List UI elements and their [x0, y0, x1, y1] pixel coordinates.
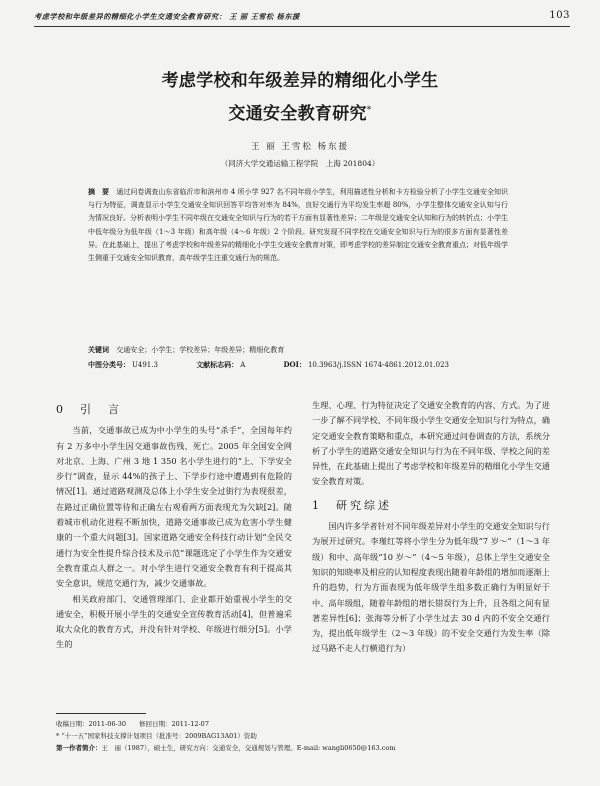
- title-line-1: 考虑学校和年级差异的精细化小学生: [161, 71, 439, 91]
- keywords-label: 关键词: [88, 345, 109, 354]
- footnote-author-text: 王 丽（1987），硕士生，研究方向：交通安全，交通规划与管理。E-mail: wangli0650@163.com: [101, 744, 396, 752]
- title-footnote-marker: *: [366, 105, 372, 116]
- keywords: [88, 345, 508, 355]
- footnote-author-label: 第一作者简介：: [56, 744, 102, 752]
- title-line-2: 交通安全教育研究: [228, 104, 367, 124]
- footnote-divider: [56, 713, 146, 714]
- clc-label: 中图分类号：: [88, 360, 130, 369]
- section-0-heading: 0 引 言: [56, 403, 122, 416]
- abstract: [88, 185, 508, 265]
- footnote-author: [56, 742, 560, 754]
- keywords-text: 交通安全；小学生；学校差异；年级差异；精细化教育: [116, 346, 285, 354]
- doi: [283, 361, 467, 369]
- title-line-2-wrapper: [0, 99, 600, 124]
- abstract-label: 摘 要: [88, 187, 110, 196]
- footnotes: [56, 718, 560, 754]
- doc-label: 文献标志码：: [196, 360, 239, 369]
- authors: 王 丽 王雪松 杨东援: [250, 142, 350, 152]
- page-number: 103: [549, 10, 570, 21]
- affiliation: （同济大学交通运输工程学院 上海 201804）: [220, 159, 380, 168]
- doc-code: [196, 361, 263, 369]
- section-0-paragraph-2: 相关政府部门、交通管理部门、企业都开始重视小学生的交通安全，积极开展小学生的交通安全宣传教育活动[4]，但普遍采取大众化的教育方式，并没有针对学校、年级进行细分[5]。小学生的: [56, 593, 292, 650]
- right-column: [312, 398, 550, 657]
- section-1-heading: 1 研究综述: [312, 498, 392, 512]
- left-column: [56, 398, 292, 653]
- doi-label: DOI：: [283, 360, 306, 369]
- section-0-paragraph-1: 当前，交通事故已成为中小学生的头号“杀手”，全国每年约有 2 万多中小学生因交通事故伤残、死亡。2005 年全国安全网对北京、上海、广州 3 地 1 350 名小学生进行的“上、下学安全步行”调查，显示 44%的孩子上、下学步行途中遭遇到有危险的情况[1]。通过道路观测及总体上小学生安全过街行为表现很差，在路过正确位置等待和正确左右观看两方面表现尤为欠缺[2]。随着城市机动化进程不断加快，道路交通事故已成为危害小学生健康的一个重大问题[3]。国家道路交通安全科技行动计划“全民交通行为安全性提升综合技术及示范”课题选定了小学生作为交通安全教育重点人群之一。对小学生进行交通安全教育有利于提高其安全意识，规范交通行为，减少交通事故。: [56, 425, 292, 589]
- doi-value: 10.3963/j.ISSN 1674-4861.2012.01.023: [307, 361, 449, 369]
- title-block: [0, 66, 600, 124]
- abstract-text: 通过问卷调查山东省临沂市和滨州市 4 所小学 927 名不同年级小学生，利用描述性分析和卡方检验分析了小学生交通安全知识与行为特征，调查显示小学生交通安全知识回答平均答对率为 84%，良好交通行为平均发生率超 80%，小学生整体交通安全认知与行为情况良好。分析表明小学生不同年级在交通安全知识与行为的若干方面有显著性差异；二年级是交通安全认知和行为的转折点；小学生中低年级分为低年级（1～3 年级）和高年级（4～6 年级）2 个阶段。研究发现不同学校在交通安全知识与行为的很多方面有显著性差异。在此基础上，提出了考虑学校和年级差异的精细化小学生交通安全教育对策，即考虑学校的差异制定交通安全教育重点；对低年级学生侧重于交通安全知识教育，高年级学生注重交通行为的规范。: [88, 188, 509, 263]
- clc-value: U491.3: [132, 361, 158, 369]
- running-header-text: 考虑学校和年级差异的精细化小学生交通安全教育研究： 王 丽 王雪松 杨东援: [34, 12, 300, 21]
- clc-code: [88, 361, 176, 369]
- footnote-received: 收稿日期：2011-06-30 修回日期：2011-12-07: [56, 720, 209, 728]
- section-1-paragraph: 国内许多学者针对不同年级差异对小学生的交通安全知识与行为展开过研究。李瑾红等将小学生分为低年级“7 岁～”（1～3 年级）和中、高年级“10 岁～”（4～5 年级），总体上学生交通安全知识的知晓率及相应的认知程度表现出随着年龄组的增加而逐渐上升的趋势，行为方面表现为低年级学生组多数正确行为明显好于中、高年级组，随着年龄组的增长错误行为上升，且各组之间有显著差异性[6]；张海等分析了小学生过去 30 d 内的不安全交通行为，提出低年级学生（2～3 年级）的不安全交通行为发生率（除过马路不走人行横道行为）: [312, 521, 550, 654]
- doc-value: A: [240, 361, 246, 369]
- running-header: [34, 10, 570, 27]
- classification: [88, 360, 540, 370]
- right-column-intro: 生理、心理、行为特征决定了交通安全教育的内容、方式。为了进一步了解不同学校、不同年级小学生交通安全知识与行为特点，确定交通安全教育策略和重点，本研究通过问卷调查的方法，系统分析了小学生的道路交通安全知识与行为在不同年级、学校之间的差异性，在此基础上提出了考虑学校和年级差异的精细化小学生交通安全教育对策。: [312, 400, 550, 487]
- footnote-fund: * “十一五”国家科技支撑计划项目（批准号：2009BAG13A01）资助: [56, 732, 257, 740]
